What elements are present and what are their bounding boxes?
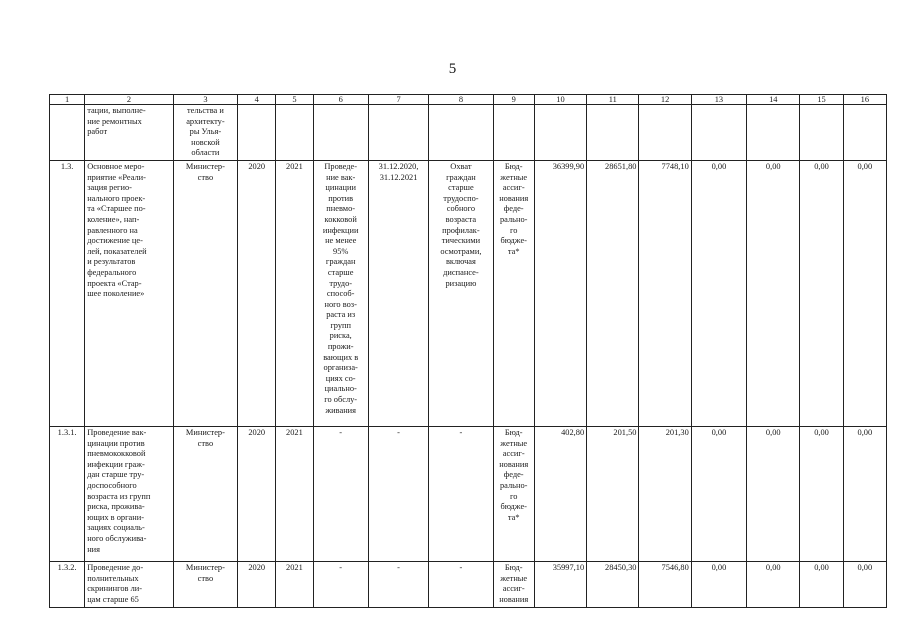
item-year-2024: 0,00: [800, 160, 843, 426]
item-name: Основное меро- приятие «Реали- зация регио- нального проек- та «Старшее по- коление», нап- равленного на достижение це- лей, показателей и результатов федерального проекта «Стар- шее поколение»: [85, 160, 174, 426]
column-number: 11: [587, 95, 639, 105]
item-year-2020: [587, 105, 639, 161]
item-name: Проведение вак- цинации против пневмококковой инфекции граж- дан старше тру- доспособного возраста из групп риска, прожива- ющих в органи- зациях социаль- ного обслужива- ния: [85, 426, 174, 561]
item-funding-source: Бюд- жетные ассиг- нования феде- рально- го бюдже- та*: [493, 160, 534, 426]
item-result: Проведе- ние вак- цинации против пневмо- кокковой инфекции не менее 95% граждан старше трудо- способ- ного воз- раста из групп риска, прожи- вающих в организа- циях со- циально- го обслу- живания: [313, 160, 368, 426]
column-number: 14: [747, 95, 800, 105]
item-name: Проведение до- полнительных скринингов ли- цам старше 65: [85, 561, 174, 607]
item-year-2022: 0,00: [691, 426, 746, 561]
column-number: 2: [85, 95, 174, 105]
column-number-row: [50, 95, 887, 105]
item-name: тации, выполне- ние ремонтных работ: [85, 105, 174, 161]
item-year-2023: 0,00: [747, 561, 800, 607]
item-year-2021: 201,30: [639, 426, 691, 561]
item-indicator: Охват граждан старше трудоспо- собного возраста профилак- тическими осмотрами, включая диспансе- ризацию: [429, 160, 493, 426]
item-end-year: 2021: [276, 160, 313, 426]
item-dates: -: [368, 426, 428, 561]
column-number: 7: [368, 95, 428, 105]
item-year-2021: 7546,80: [639, 561, 691, 607]
item-year-2025: 0,00: [843, 160, 886, 426]
page-number: 5: [448, 61, 457, 77]
item-year-2022: [691, 105, 746, 161]
column-number: 15: [800, 95, 843, 105]
column-number: 3: [173, 95, 237, 105]
item-end-year: 2021: [276, 561, 313, 607]
item-indicator: -: [429, 561, 493, 607]
item-year-2023: 0,00: [747, 426, 800, 561]
item-dates: [368, 105, 428, 161]
column-number: 6: [313, 95, 368, 105]
item-end-year: [276, 105, 313, 161]
item-year-2024: 0,00: [800, 426, 843, 561]
item-year-2024: [800, 105, 843, 161]
item-end-year: 2021: [276, 426, 313, 561]
column-number: 10: [534, 95, 586, 105]
item-number: 1.3.1.: [50, 426, 85, 561]
item-year-2021: [639, 105, 691, 161]
item-year-2025: [843, 105, 886, 161]
column-number: 9: [493, 95, 534, 105]
item-executor: Министер- ство: [173, 426, 237, 561]
table-row: [50, 160, 887, 426]
item-result: [313, 105, 368, 161]
item-funding-source: Бюд- жетные ассиг- нования феде- рально- го бюдже- та*: [493, 426, 534, 561]
column-number: 13: [691, 95, 746, 105]
column-number: 5: [276, 95, 313, 105]
item-start-year: 2020: [238, 426, 276, 561]
item-result: -: [313, 426, 368, 561]
item-funding-source: [493, 105, 534, 161]
item-year-2022: 0,00: [691, 561, 746, 607]
item-year-2020: 28651,80: [587, 160, 639, 426]
item-indicator: [429, 105, 493, 161]
item-indicator: -: [429, 426, 493, 561]
column-number: 12: [639, 95, 691, 105]
item-start-year: 2020: [238, 561, 276, 607]
item-total: 402,80: [534, 426, 586, 561]
table-row: [50, 561, 887, 607]
item-year-2022: 0,00: [691, 160, 746, 426]
item-year-2025: 0,00: [843, 561, 886, 607]
item-number: [50, 105, 85, 161]
item-start-year: [238, 105, 276, 161]
item-funding-source: Бюд- жетные ассиг- нования: [493, 561, 534, 607]
item-year-2023: [747, 105, 800, 161]
item-number: 1.3.: [50, 160, 85, 426]
item-executor: Министер- ство: [173, 561, 237, 607]
item-dates: -: [368, 561, 428, 607]
item-total: 36399,90: [534, 160, 586, 426]
column-number: 16: [843, 95, 886, 105]
item-total: 35997,10: [534, 561, 586, 607]
table-row: [50, 426, 887, 561]
item-year-2020: 28450,30: [587, 561, 639, 607]
item-total: [534, 105, 586, 161]
item-year-2024: 0,00: [800, 561, 843, 607]
item-executor: тельства и архитекту- ры Улья- новской области: [173, 105, 237, 161]
column-number: 1: [50, 95, 85, 105]
table-row: [50, 105, 887, 161]
program-table: [49, 94, 887, 608]
item-year-2021: 7748,10: [639, 160, 691, 426]
item-result: -: [313, 561, 368, 607]
item-dates: 31.12.2020, 31.12.2021: [368, 160, 428, 426]
item-start-year: 2020: [238, 160, 276, 426]
item-year-2025: 0,00: [843, 426, 886, 561]
item-year-2023: 0,00: [747, 160, 800, 426]
item-year-2020: 201,50: [587, 426, 639, 561]
item-number: 1.3.2.: [50, 561, 85, 607]
column-number: 4: [238, 95, 276, 105]
item-executor: Министер- ство: [173, 160, 237, 426]
column-number: 8: [429, 95, 493, 105]
